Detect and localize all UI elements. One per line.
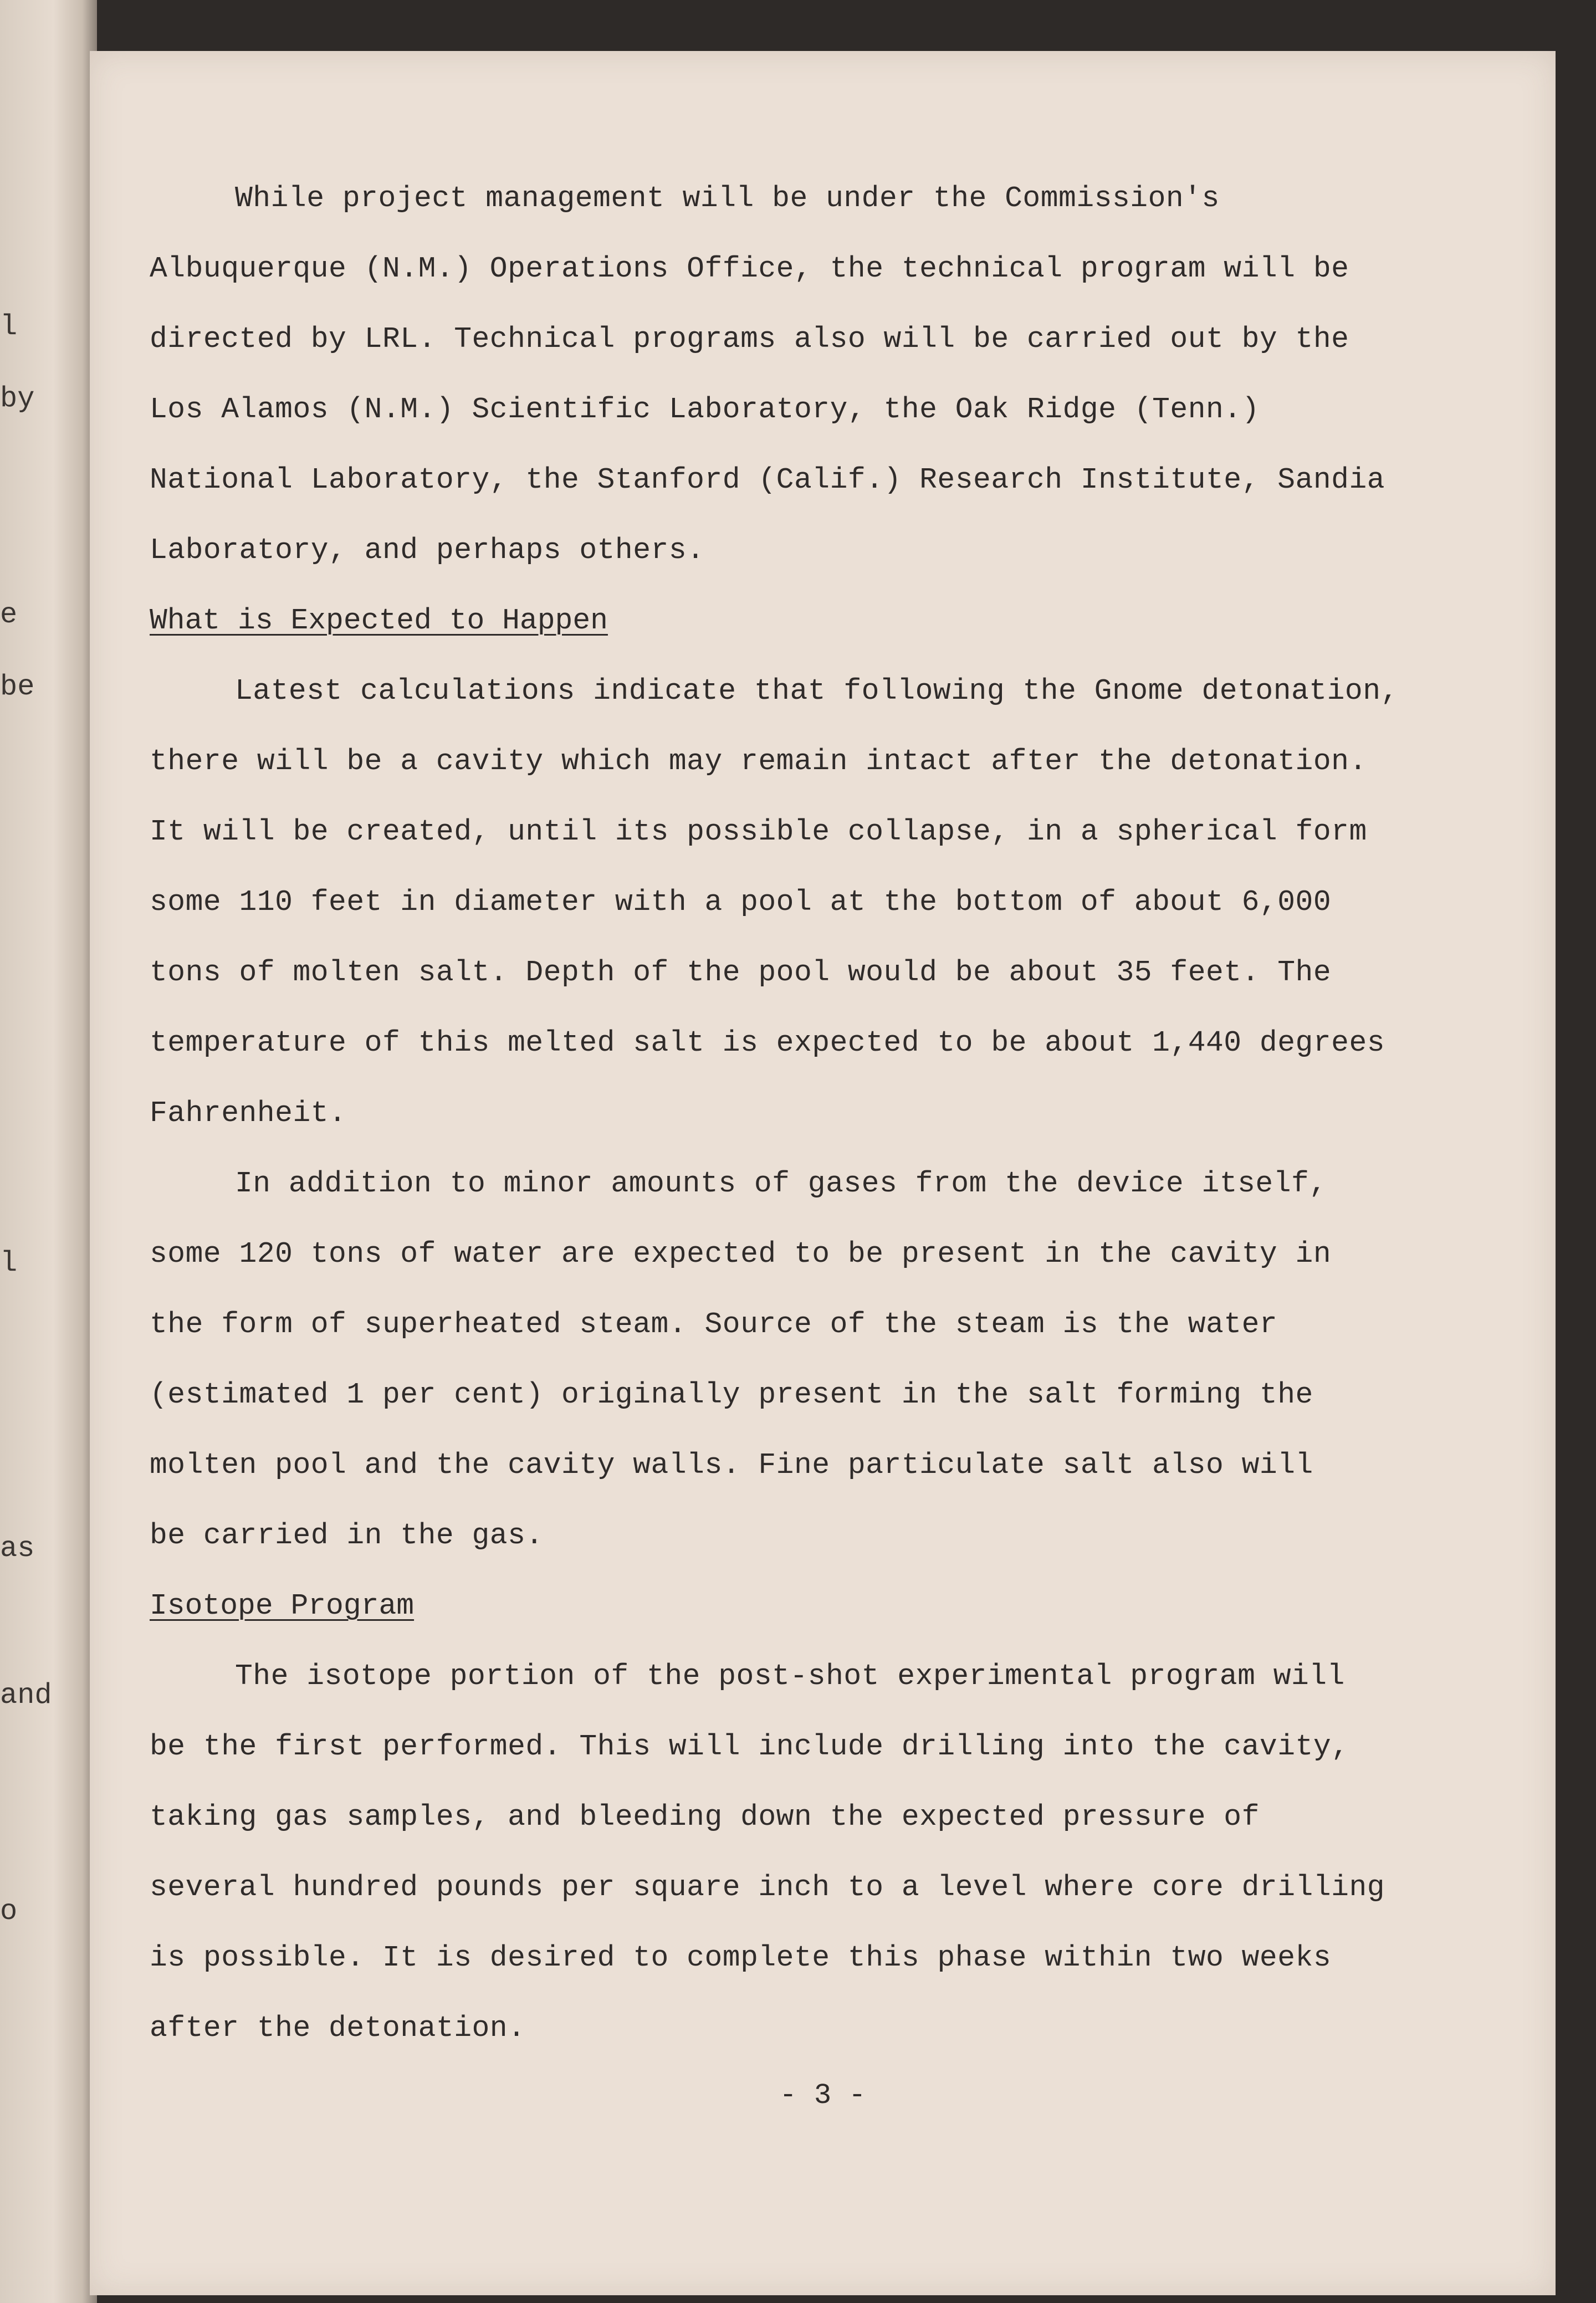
text-line: (estimated 1 per cent) originally present in the salt forming the <box>150 1378 1313 1411</box>
section-heading-isotope: Isotope Program <box>150 1589 415 1623</box>
text-line: after the detonation. <box>150 2012 526 2045</box>
text-line: be the first performed. This will include drilling into the cavity, <box>150 1730 1349 1763</box>
text-line: The isotope portion of the post-shot experimental program will <box>235 1660 1345 1693</box>
page-number: - 3 - <box>779 2079 866 2112</box>
facing-page-fragment: be <box>0 671 35 703</box>
text-line: Albuquerque (N.M.) Operations Office, the technical program will be <box>150 252 1349 285</box>
text-line: taking gas samples, and bleeding down the expected pressure of <box>150 1800 1260 1834</box>
text-line: some 110 feet in diameter with a pool at the bottom of about 6,000 <box>150 886 1332 919</box>
facing-page-fragment: by <box>0 382 35 415</box>
text-line: In addition to minor amounts of gases from the device itself, <box>235 1167 1327 1200</box>
facing-page-fragment: as <box>0 1532 35 1565</box>
text-line: be carried in the gas. <box>150 1519 544 1552</box>
facing-page-fragment: l <box>0 1247 18 1280</box>
text-line: some 120 tons of water are expected to be present in the cavity in <box>150 1237 1332 1271</box>
text-line: molten pool and the cavity walls. Fine particulate salt also will <box>150 1449 1313 1482</box>
facing-page-fragment: l <box>0 310 18 343</box>
text-line: several hundred pounds per square inch to a level where core drilling <box>150 1871 1385 1904</box>
text-line: tons of molten salt. Depth of the pool would be about 35 feet. The <box>150 956 1332 989</box>
text-line: Fahrenheit. <box>150 1097 347 1130</box>
facing-page-fragment: e <box>0 598 18 631</box>
text-line: National Laboratory, the Stanford (Calif.) Research Institute, Sandia <box>150 463 1385 497</box>
text-line: Laboratory, and perhaps others. <box>150 534 705 567</box>
section-heading-expected: What is Expected to Happen <box>150 604 608 637</box>
text-line: temperature of this melted salt is expected to be about 1,440 degrees <box>150 1026 1385 1060</box>
facing-page-fragment: and <box>0 1679 52 1712</box>
text-line: the form of superheated steam. Source of the steam is the water <box>150 1308 1278 1341</box>
facing-page-fragment: o <box>0 1895 18 1928</box>
text-line: Los Alamos (N.M.) Scientific Laboratory, the Oak Ridge (Tenn.) <box>150 393 1260 426</box>
text-line: directed by LRL. Technical programs also will be carried out by the <box>150 323 1349 356</box>
text-line: While project management will be under the Commission's <box>235 182 1220 215</box>
document-page <box>90 51 1556 2295</box>
text-line: is possible. It is desired to complete this phase within two weeks <box>150 1941 1332 1974</box>
text-line: Latest calculations indicate that following the Gnome detonation, <box>235 674 1399 708</box>
text-line: It will be created, until its possible collapse, in a spherical form <box>150 815 1367 848</box>
facing-page-edge <box>0 0 97 2303</box>
text-line: there will be a cavity which may remain intact after the detonation. <box>150 745 1367 778</box>
